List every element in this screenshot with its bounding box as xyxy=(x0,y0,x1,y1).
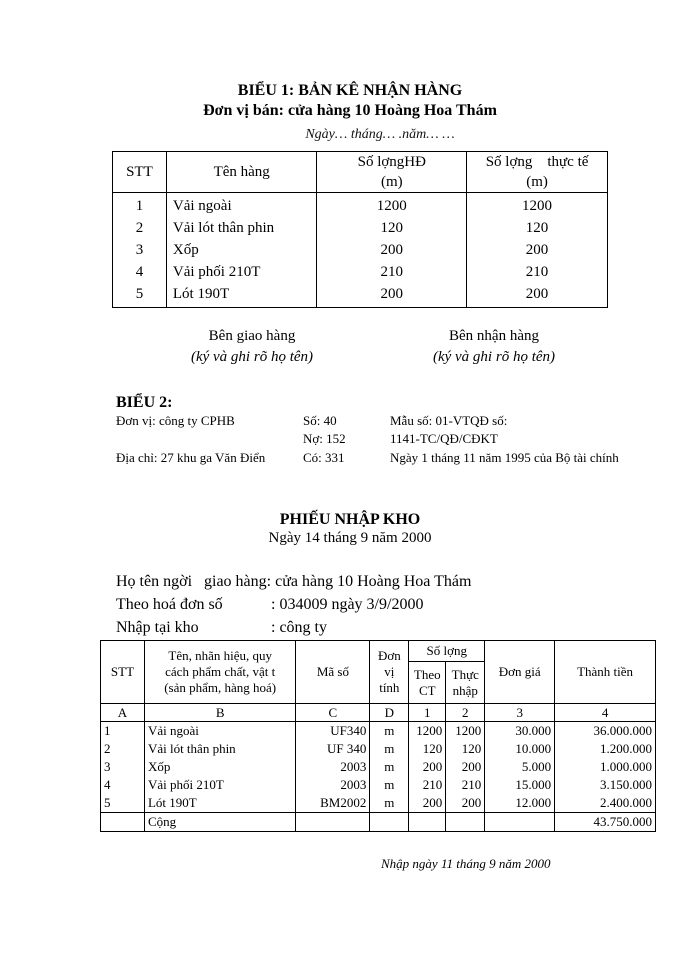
cell-price: 10.000 xyxy=(485,740,555,758)
cell-qty-ct: 1200 xyxy=(409,722,446,741)
phieu-date: Ngày 14 tháng 9 năm 2000 xyxy=(268,530,432,546)
col-qty-actual-header xyxy=(467,152,608,193)
letter-cell: A xyxy=(101,704,145,722)
cell-qty-actual: 200 xyxy=(446,758,485,776)
empty-cell xyxy=(446,813,485,832)
cell-qty-actual: 210 xyxy=(446,776,485,794)
cell-unit: m xyxy=(370,776,409,794)
cell-name: Xốp xyxy=(166,239,317,261)
bieu1-seller: Đơn vị bán: cửa hàng 10 Hoàng Hoa Thám xyxy=(203,102,497,119)
header-line: Số lợngHĐ xyxy=(357,154,426,170)
cell-qty-ct: 200 xyxy=(409,758,446,776)
bieu2-address: Địa chỉ: 27 khu ga Văn Điển xyxy=(116,450,266,465)
cell-qty-invoice: 200 xyxy=(317,283,467,308)
letter-cell: 4 xyxy=(555,704,656,722)
cell-price: 15.000 xyxy=(485,776,555,794)
cell-code: BM2002 xyxy=(296,794,370,813)
header-line: CT xyxy=(418,682,436,698)
table-row xyxy=(101,758,656,776)
cell-qty-invoice: 200 xyxy=(317,239,467,261)
deliver-signature-block xyxy=(132,328,372,366)
cell-stt: 5 xyxy=(101,794,145,813)
deliver-sign-note: (ký và ghi rõ họ tên) xyxy=(190,349,314,365)
cell-amount: 36.000.000 xyxy=(555,722,656,741)
col-price-header: Đơn giá xyxy=(485,641,555,704)
header-line: (m) xyxy=(380,174,403,190)
col-qty-actual-header xyxy=(446,662,485,704)
total-stt-cell xyxy=(101,813,145,832)
cell-amount: 2.400.000 xyxy=(555,794,656,813)
header-line: nhập xyxy=(452,682,478,698)
cell-stt: 4 xyxy=(101,776,145,794)
col-amount-header: Thành tiền xyxy=(555,641,656,704)
cell-qty-actual: 120 xyxy=(467,217,608,239)
cell-name: Vải phối 210T xyxy=(166,261,317,283)
col-name-header: Tên hàng xyxy=(166,152,317,193)
header-line: Theo xyxy=(413,666,441,682)
cell-qty-ct: 210 xyxy=(409,776,446,794)
col-qty-ct-header xyxy=(409,662,446,704)
table-row xyxy=(101,794,656,813)
warehouse-value: : công ty xyxy=(271,619,327,636)
cell-amount: 3.150.000 xyxy=(555,776,656,794)
cell-qty-invoice: 210 xyxy=(317,261,467,283)
receive-sign-note: (ký và ghi rõ họ tên) xyxy=(432,349,556,365)
cell-amount: 1.200.000 xyxy=(555,740,656,758)
cell-name: Xốp xyxy=(144,758,296,776)
empty-cell xyxy=(370,813,409,832)
letter-cell: 2 xyxy=(446,704,485,722)
col-stt-header: STT xyxy=(101,641,145,704)
col-stt-header: STT xyxy=(113,152,167,193)
receipt-list-table xyxy=(112,151,608,308)
deliverer-line: Họ tên ngời giao hàng: cửa hàng 10 Hoàng Hoa Thám xyxy=(116,573,472,590)
bieu1-title: BIỂU 1: BẢN KÊ NHẬN HÀNG xyxy=(237,82,463,99)
bieu2-form-date: Ngày 1 tháng 11 năm 1995 của Bộ tài chính xyxy=(390,450,619,465)
table-header-row xyxy=(113,152,608,193)
cell-qty-actual: 1200 xyxy=(446,722,485,741)
deliver-role: Bên giao hàng xyxy=(208,328,296,344)
table-header-row xyxy=(101,641,656,662)
invoice-value: : 034009 ngày 3/9/2000 xyxy=(271,596,424,613)
cell-stt: 2 xyxy=(101,740,145,758)
total-row xyxy=(101,813,656,832)
cell-stt: 4 xyxy=(113,261,167,283)
table-row xyxy=(101,722,656,741)
cell-price: 30.000 xyxy=(485,722,555,741)
cell-name: Lót 190T xyxy=(144,794,296,813)
cell-stt: 1 xyxy=(113,193,167,218)
cell-name: Vải ngoài xyxy=(144,722,296,741)
header-line: Tên, nhãn hiệu, quy xyxy=(168,648,272,663)
letter-cell: D xyxy=(370,704,409,722)
bieu2-form-number: Mẫu số: 01-VTQĐ số: xyxy=(390,413,508,428)
col-name-header xyxy=(144,641,296,704)
header-line: Số lợng thực tế xyxy=(485,154,589,170)
cell-stt: 3 xyxy=(101,758,145,776)
column-letter-row xyxy=(101,704,656,722)
empty-cell xyxy=(485,813,555,832)
receive-signature-block xyxy=(374,328,614,366)
bieu2-form-code: 1141-TC/QĐ/CĐKT xyxy=(390,431,498,446)
header-line: Thực xyxy=(451,666,479,682)
cell-qty-actual: 210 xyxy=(467,261,608,283)
bieu2-co: Có: 331 xyxy=(303,450,345,465)
col-qty-invoice-header xyxy=(317,152,467,193)
letter-cell: C xyxy=(296,704,370,722)
cell-price: 12.000 xyxy=(485,794,555,813)
cell-qty-actual: 200 xyxy=(467,239,608,261)
header-line: Đơn xyxy=(377,648,401,663)
cell-qty-invoice: 120 xyxy=(317,217,467,239)
cell-code: UF 340 xyxy=(296,740,370,758)
table-row xyxy=(113,193,608,218)
cell-qty-actual: 1200 xyxy=(467,193,608,218)
phieu-title: PHIẾU NHẬP KHO xyxy=(279,511,421,528)
cell-name: Vải ngoài xyxy=(166,193,317,218)
col-code-header: Mã số xyxy=(296,641,370,704)
col-unit-header xyxy=(370,641,409,704)
bieu2-so: Số: 40 xyxy=(303,413,337,428)
table-row xyxy=(113,283,608,308)
table-row xyxy=(113,217,608,239)
cell-qty-actual: 200 xyxy=(446,794,485,813)
cell-stt: 1 xyxy=(101,722,145,741)
cell-qty-actual: 120 xyxy=(446,740,485,758)
cell-qty-actual: 200 xyxy=(467,283,608,308)
table-row xyxy=(101,740,656,758)
receipt-footer-date: Nhập ngày 11 tháng 9 năm 2000 xyxy=(381,856,551,871)
cell-qty-ct: 120 xyxy=(409,740,446,758)
table-row xyxy=(113,239,608,261)
cell-unit: m xyxy=(370,740,409,758)
letter-cell: 3 xyxy=(485,704,555,722)
header-line: (sản phẩm, hàng hoá) xyxy=(164,680,277,695)
header-line: (m) xyxy=(526,174,548,190)
cell-code: 2003 xyxy=(296,776,370,794)
bieu2-no: Nợ: 152 xyxy=(303,431,346,446)
cell-name: Vải lót thân phin xyxy=(166,217,317,239)
letter-cell: B xyxy=(144,704,296,722)
bieu2-unit: Đơn vị: công ty CPHB xyxy=(116,413,235,428)
bieu2-title: BIỂU 2: xyxy=(116,394,173,411)
col-qty-header: Số lợng xyxy=(409,641,485,662)
header-line: vị xyxy=(384,664,395,679)
cell-stt: 3 xyxy=(113,239,167,261)
cell-qty-ct: 200 xyxy=(409,794,446,813)
warehouse-label: Nhập tại kho xyxy=(116,619,199,636)
cell-name: Vải lót thân phin xyxy=(144,740,296,758)
cell-stt: 2 xyxy=(113,217,167,239)
total-label: Cộng xyxy=(144,813,296,832)
cell-code: 2003 xyxy=(296,758,370,776)
cell-price: 5.000 xyxy=(485,758,555,776)
cell-stt: 5 xyxy=(113,283,167,308)
cell-amount: 1.000.000 xyxy=(555,758,656,776)
cell-unit: m xyxy=(370,794,409,813)
cell-code: UF340 xyxy=(296,722,370,741)
cell-name: Lót 190T xyxy=(166,283,317,308)
letter-cell: 1 xyxy=(409,704,446,722)
table-row xyxy=(113,261,608,283)
empty-cell xyxy=(409,813,446,832)
receive-role: Bên nhận hàng xyxy=(449,328,539,344)
header-line: cách phẩm chất, vật t xyxy=(165,664,276,679)
table-row xyxy=(101,776,656,794)
cell-unit: m xyxy=(370,722,409,741)
total-amount: 43.750.000 xyxy=(555,813,656,832)
cell-unit: m xyxy=(370,758,409,776)
bieu1-date: Ngày… tháng… .năm… … xyxy=(305,127,455,142)
warehouse-receipt-table xyxy=(100,640,656,832)
header-line: tính xyxy=(379,680,400,695)
cell-name: Vải phối 210T xyxy=(144,776,296,794)
invoice-label: Theo hoá đơn số xyxy=(116,596,223,613)
cell-qty-invoice: 1200 xyxy=(317,193,467,218)
empty-cell xyxy=(296,813,370,832)
